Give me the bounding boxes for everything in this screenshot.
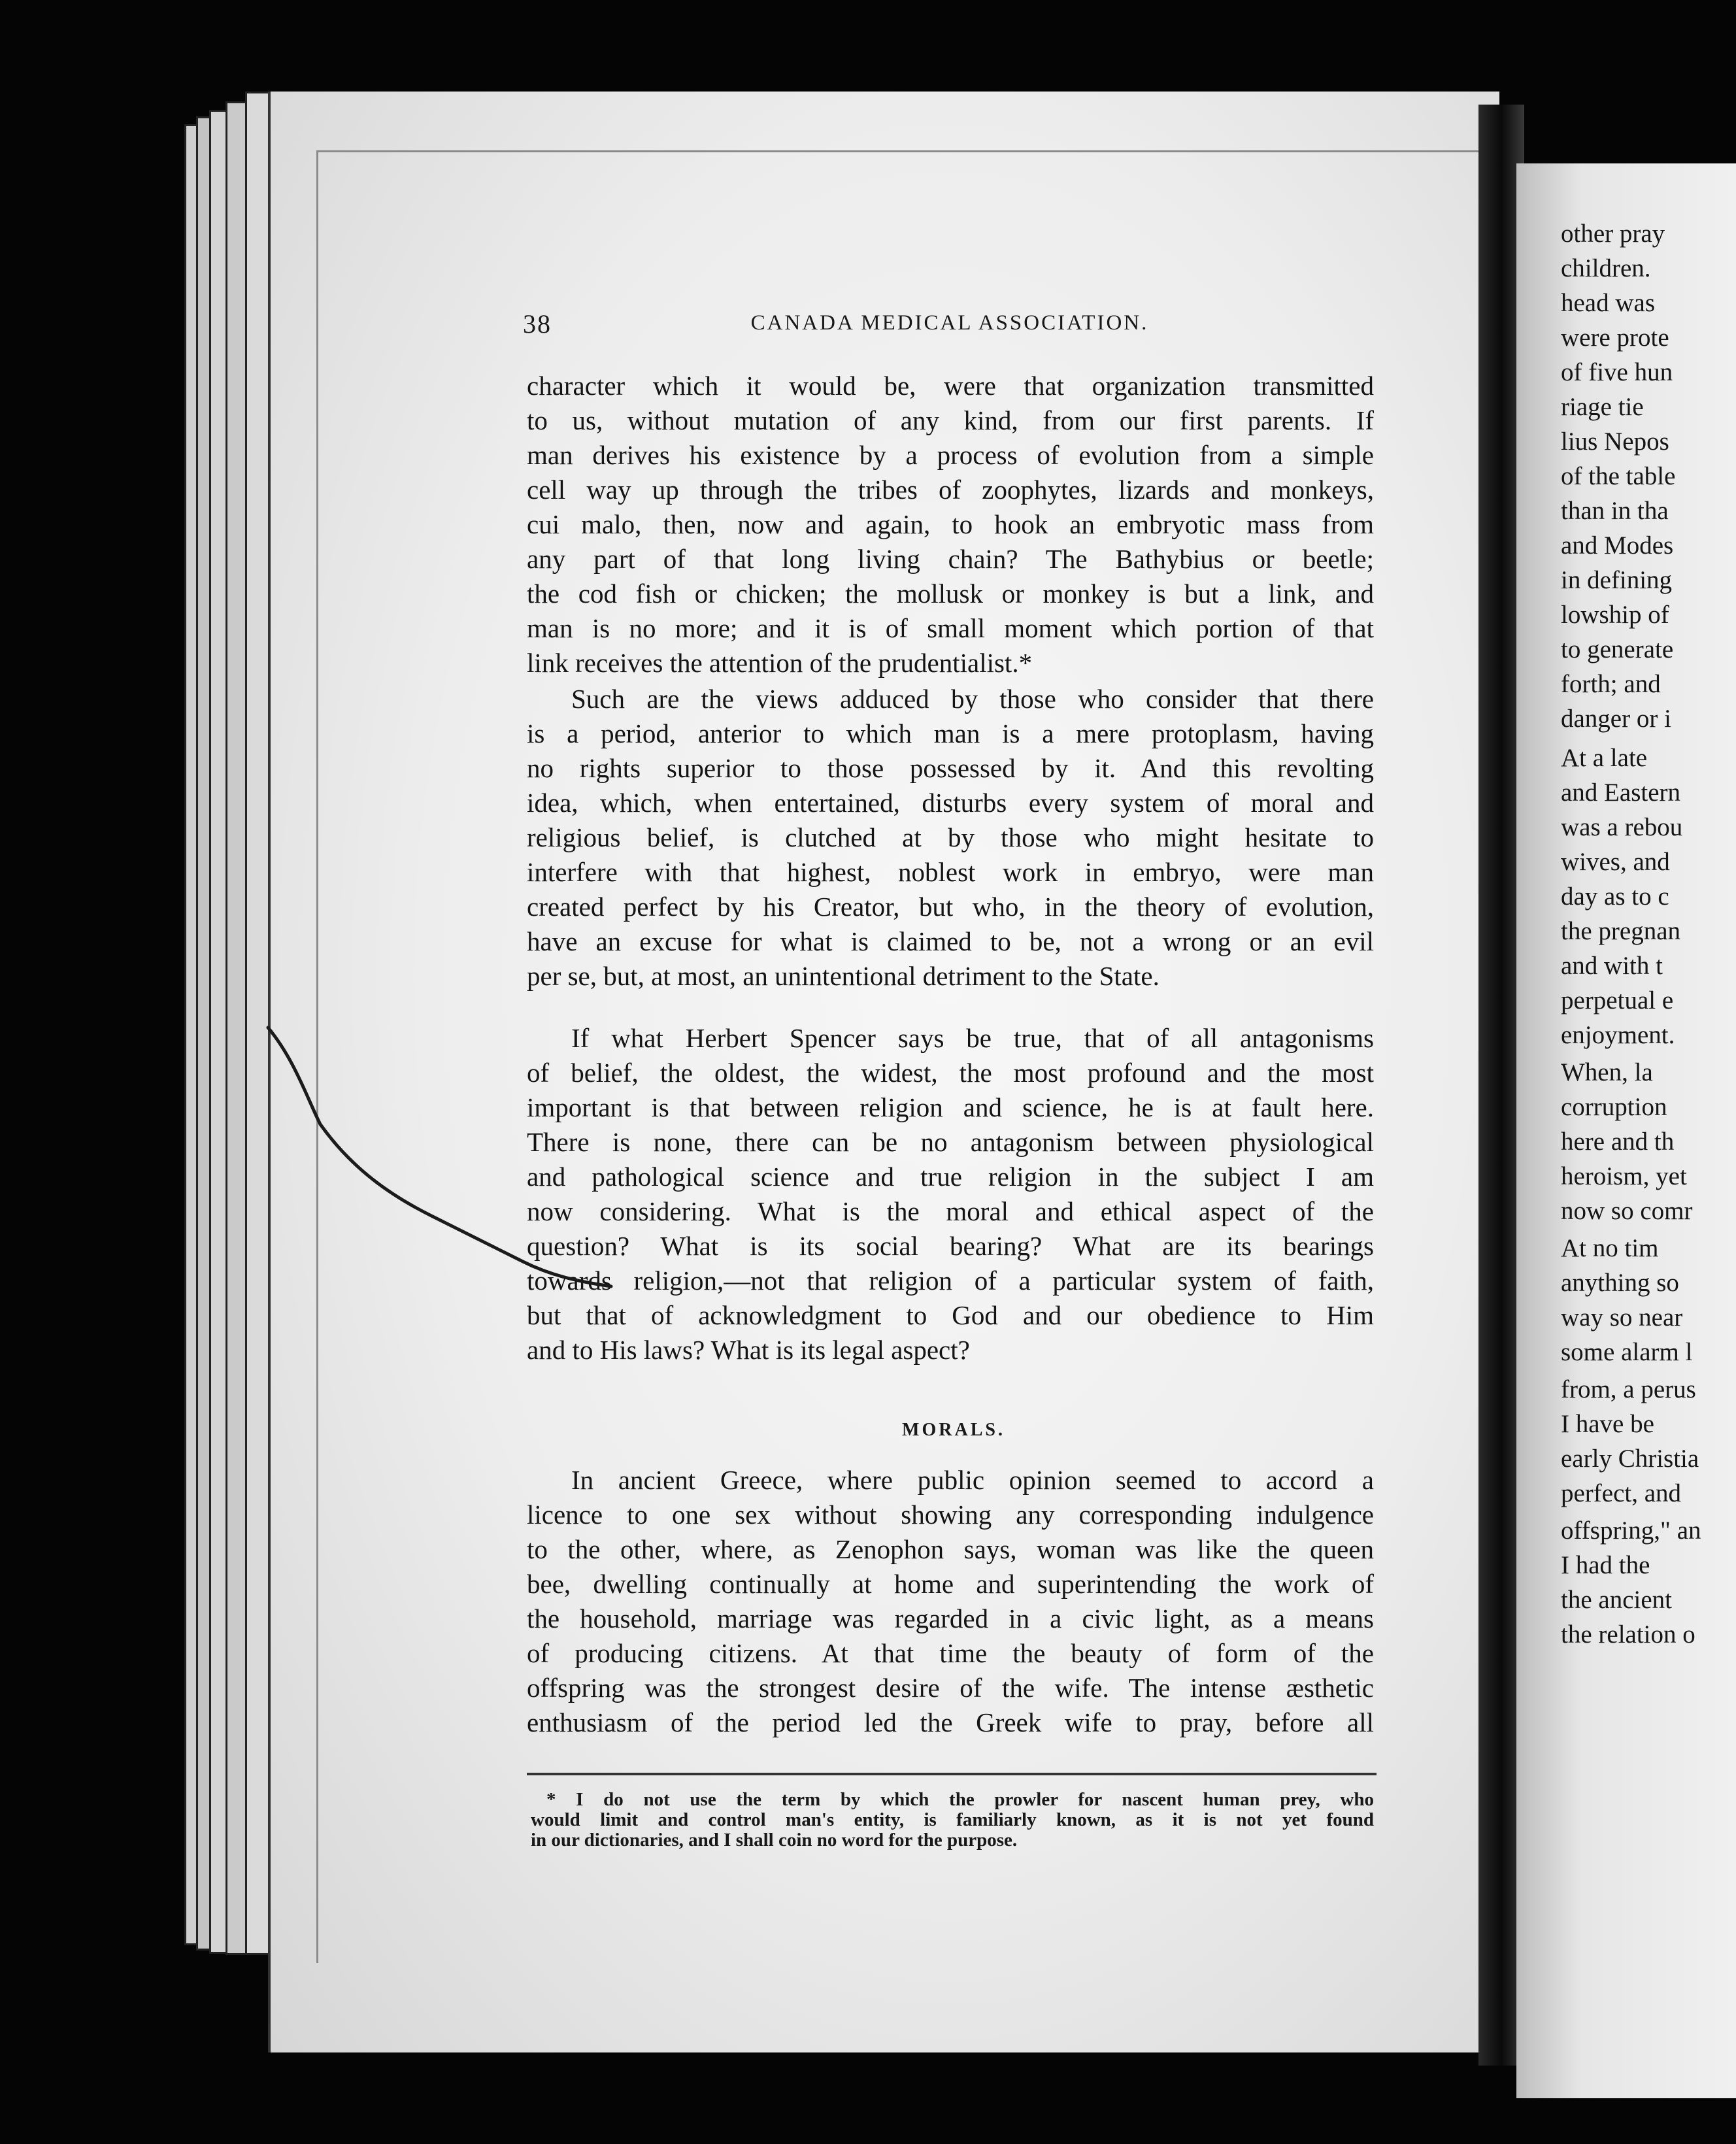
facing-page-line: perfect, and	[1561, 1479, 1682, 1507]
facing-page-line: from, a perus	[1561, 1375, 1696, 1403]
facing-page-line: enjoyment.	[1561, 1021, 1675, 1049]
facing-page-line: and Modes	[1561, 531, 1674, 560]
facing-page-line: I have be	[1561, 1410, 1654, 1438]
facing-page-line: early Christia	[1561, 1445, 1699, 1473]
text-line: but that of acknowledgment to God and our obedience to Him	[527, 1300, 1374, 1330]
facing-page-line: and Eastern	[1561, 779, 1681, 807]
text-line: character which it would be, were that organization transmitted	[527, 371, 1374, 401]
facing-page-line: perpetual e	[1561, 986, 1674, 1014]
text-line: and to His laws? What is its legal aspect?	[527, 1335, 970, 1365]
text-line: Such are the views adduced by those who consider that there	[571, 684, 1374, 714]
text-line: There is none, there can be no antagonism between physiological	[527, 1127, 1374, 1157]
facing-page-line: the ancient	[1561, 1586, 1672, 1614]
facing-page-line: in defining	[1561, 566, 1673, 594]
text-line: have an excuse for what is claimed to be, not a wrong or an evil	[527, 926, 1374, 956]
facing-page-line: head was	[1561, 289, 1656, 317]
facing-page-line: I had the	[1561, 1551, 1650, 1579]
facing-page-line: When, la	[1561, 1058, 1653, 1086]
text-line: of belief, the oldest, the widest, the most profound and the most	[527, 1058, 1374, 1088]
facing-page-line: was a rebou	[1561, 813, 1683, 841]
text-line: man is no more; and it is of small moment which portion of that	[527, 613, 1374, 643]
facing-page-line: At no tim	[1561, 1234, 1659, 1262]
running-head: CANADA MEDICAL ASSOCIATION.	[750, 311, 1149, 335]
facing-page-line: wives, and	[1561, 848, 1670, 876]
text-line: per se, but, at most, an unintentional detriment to the State.	[527, 961, 1160, 991]
facing-page-line: heroism, yet	[1561, 1162, 1687, 1190]
text-line: idea, which, when entertained, disturbs every system of moral and	[527, 788, 1374, 818]
text-line: interfere with that highest, noblest work in embryo, were man	[527, 857, 1374, 887]
text-line: to the other, where, as Zenophon says, woman was like the queen	[527, 1534, 1374, 1564]
facing-page-line: day as to c	[1561, 882, 1669, 911]
facing-page-line: forth; and	[1561, 670, 1661, 698]
text-line: now considering. What is the moral and ethical aspect of the	[527, 1196, 1374, 1226]
text-line: of producing citizens. At that time the beauty of form of the	[527, 1638, 1374, 1668]
text-line: no rights superior to those possessed by it. And this revolting	[527, 753, 1374, 783]
facing-page-line: here and th	[1561, 1128, 1675, 1156]
facing-page-line: some alarm l	[1561, 1338, 1693, 1366]
text-line: cell way up through the tribes of zoophytes, lizards and monkeys,	[527, 475, 1374, 505]
text-line: offspring was the strongest desire of the wife. The intense æsthetic	[527, 1673, 1374, 1703]
facing-page-line: anything so	[1561, 1269, 1679, 1297]
text-line: any part of that long living chain? The Bathybius or beetle;	[527, 544, 1374, 574]
facing-page-line: offspring," an	[1561, 1516, 1701, 1545]
footnote-line: would limit and control man's entity, is familiarly known, as it is not yet found	[531, 1809, 1374, 1830]
text-line: bee, dwelling continually at home and superintending the work of	[527, 1569, 1374, 1599]
text-line: In ancient Greece, where public opinion seemed to accord a	[571, 1465, 1374, 1495]
text-line: cui malo, then, now and again, to hook an embryotic mass from	[527, 509, 1374, 539]
facing-page-line: riage tie	[1561, 393, 1644, 421]
facing-page-line: lowship of	[1561, 601, 1669, 629]
facing-page-line: were prote	[1561, 324, 1669, 352]
text-line: and pathological science and true religion in the subject I am	[527, 1162, 1374, 1192]
facing-page-line: danger or i	[1561, 705, 1671, 733]
text-line: is a period, anterior to which man is a mere protoplasm, having	[527, 718, 1374, 748]
text-line: religious belief, is clutched at by those who might hesitate to	[527, 822, 1374, 852]
text-line: created perfect by his Creator, but who, in the theory of evolution,	[527, 892, 1374, 922]
text-line: licence to one sex without showing any corresponding indulgence	[527, 1499, 1374, 1530]
facing-page-line: corruption	[1561, 1093, 1667, 1121]
page-number: 38	[523, 309, 552, 339]
section-heading: MORALS.	[902, 1420, 1005, 1440]
footnote-line: in our dictionaries, and I shall coin no word for the purpose.	[531, 1830, 1018, 1851]
facing-page-line: now so comr	[1561, 1197, 1693, 1225]
footnote-line: * I do not use the term by which the prowler for nascent human prey, who	[546, 1789, 1374, 1810]
text-line: question? What is its social bearing? What are its bearings	[527, 1231, 1374, 1261]
facing-page-line: lius Nepos	[1561, 427, 1669, 456]
facing-page-line: of the table	[1561, 462, 1676, 490]
facing-page-line: the relation o	[1561, 1620, 1695, 1649]
text-line: man derives his existence by a process of evolution from a simple	[527, 440, 1374, 470]
facing-page-line: children.	[1561, 254, 1651, 282]
text-line: enthusiasm of the period led the Greek wife to pray, before all	[527, 1707, 1374, 1737]
facing-page-line: of five hun	[1561, 358, 1673, 386]
facing-page-line: to generate	[1561, 635, 1674, 663]
text-line: the cod fish or chicken; the mollusk or monkey is but a link, and	[527, 578, 1374, 609]
text-line: to us, without mutation of any kind, from our first parents. If	[527, 405, 1374, 435]
facing-page-line: At a late	[1561, 744, 1648, 772]
text-line: towards religion,—not that religion of a particular system of faith,	[527, 1265, 1374, 1296]
text-line: If what Herbert Spencer says be true, that of all antagonisms	[571, 1023, 1374, 1053]
facing-page-line: than in tha	[1561, 497, 1669, 525]
facing-page-line: the pregnan	[1561, 917, 1681, 945]
facing-page-line: and with t	[1561, 952, 1663, 980]
facing-page-line: way so near	[1561, 1303, 1683, 1332]
text-line: link receives the attention of the prudentialist.*	[527, 648, 1033, 678]
text-line: the household, marriage was regarded in a civic light, as a means	[527, 1603, 1374, 1633]
facing-page-line: other pray	[1561, 220, 1665, 248]
text-line: important is that between religion and science, he is at fault here.	[527, 1092, 1374, 1122]
